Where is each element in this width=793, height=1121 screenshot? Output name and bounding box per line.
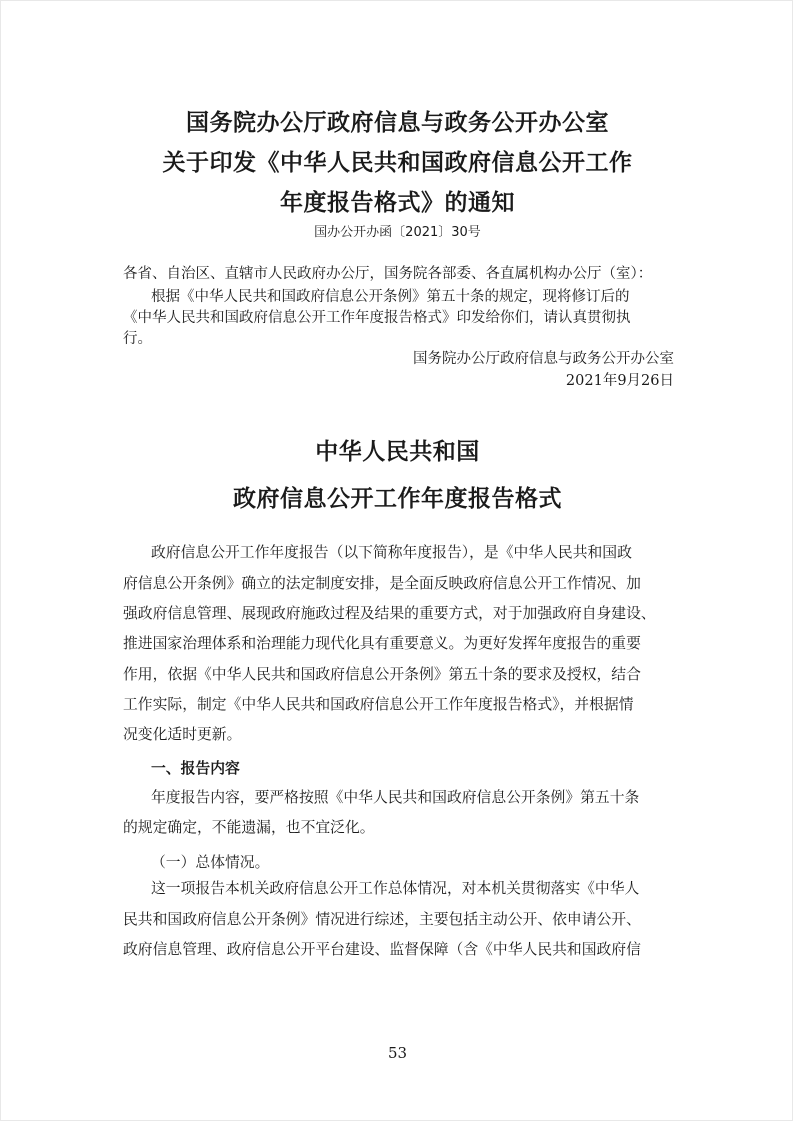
subsection-1-line-3: 政府信息管理、政府信息公开平台建设、监督保障（含《中华人民共和国政府信 (123, 941, 641, 958)
notice-body-line-1: 根据《中华人民共和国政府信息公开条例》第五十条的规定，现将修订后的 (151, 289, 630, 305)
subsection-1-line-1: 这一项报告本机关政府信息公开工作总体情况，对本机关贯彻落实《中华人 (151, 880, 640, 897)
intro-line-4: 推进国家治理体系和治理能力现代化具有重要意义。为更好发挥年度报告的重要 (123, 635, 641, 652)
intro-line-1: 政府信息公开工作年度报告（以下简称年度报告），是《中华人民共和国政 (151, 544, 632, 561)
notice-body-line-2: 《中华人民共和国政府信息公开工作年度报告格式》印发给你们，请认真贯彻执 (123, 310, 631, 326)
subsection-1-heading: （一）总体情况。 (151, 854, 270, 871)
format-title-line-2: 政府信息公开工作年度报告格式 (233, 486, 562, 512)
addressee: 各省、自治区、直辖市人民政府办公厅，国务院各部委、各直属机构办公厅（室）： (123, 266, 653, 282)
notice-title-line-2: 关于印发《中华人民共和国政府信息公开工作 (162, 150, 633, 176)
document-number: 国办公开办函〔2021〕30号 (314, 225, 481, 240)
issue-date: 2021年9月26日 (565, 373, 674, 389)
notice-title-line-3: 年度报告格式》的通知 (280, 190, 515, 216)
intro-line-2: 府信息公开条例》确立的法定制度安排，是全面反映政府信息公开工作情况、加 (123, 575, 641, 592)
subsection-1-line-2: 民共和国政府信息公开条例》情况进行综述，主要包括主动公开、依申请公开、 (123, 911, 641, 928)
intro-line-5: 作用，依据《中华人民共和国政府信息公开条例》第五十条的要求及授权，结合 (123, 666, 641, 683)
section-1-line-2: 的规定确定，不能遗漏，也不宜泛化。 (123, 819, 375, 836)
intro-line-6: 工作实际，制定《中华人民共和国政府信息公开工作年度报告格式》，并根据情 (123, 696, 634, 713)
section-1-line-1: 年度报告内容，要严格按照《中华人民共和国政府信息公开条例》第五十条 (151, 789, 640, 806)
intro-line-3: 强政府信息管理、展现政府施政过程及结果的重要方式，对于加强政府自身建设、 (123, 605, 656, 622)
format-title-line-1: 中华人民共和国 (315, 439, 480, 465)
notice-body-line-3: 行。 (123, 331, 152, 347)
notice-title-line-1: 国务院办公厅政府信息与政务公开办公室 (186, 110, 609, 136)
section-1-heading: 一、报告内容 (151, 760, 240, 777)
page-number: 53 (387, 1044, 408, 1062)
issuer: 国务院办公厅政府信息与政务公开办公室 (413, 351, 674, 367)
intro-line-7: 况变化适时更新。 (123, 726, 242, 743)
